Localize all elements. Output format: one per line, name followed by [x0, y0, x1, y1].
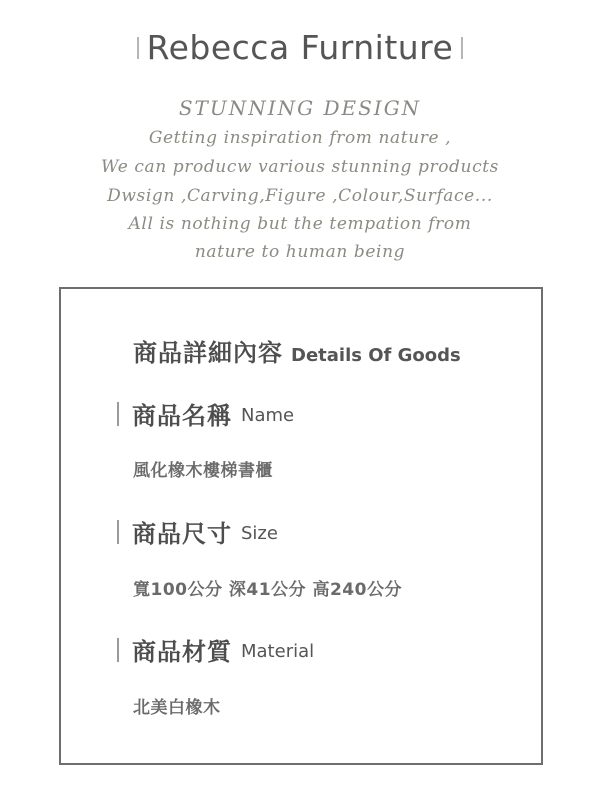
details-title-zh: 商品詳細內容 — [133, 339, 283, 367]
section-size-heading — [117, 514, 278, 549]
section-material-heading — [117, 632, 314, 667]
section-label-zh: 商品名稱 — [132, 402, 232, 430]
intro-heading: STUNNING DESIGN — [178, 96, 422, 120]
section-label-zh: 商品材質 — [132, 638, 232, 666]
section-label-en: Material — [241, 641, 315, 662]
section-name-heading — [117, 396, 294, 431]
brand-header — [0, 28, 600, 67]
intro-line: All is nothing but the tempation from — [128, 214, 472, 234]
section-divider — [117, 402, 119, 426]
product-material-value: 北美白橡木 — [133, 698, 221, 718]
intro-line: We can producw various stunning products — [101, 157, 499, 177]
intro-line: nature to human being — [194, 242, 406, 262]
brand-name: Rebecca Furniture — [146, 28, 454, 67]
brand-right-divider — [461, 37, 463, 59]
details-title — [133, 333, 461, 368]
section-label-en: Name — [241, 405, 295, 426]
details-title-en: Details Of Goods — [291, 345, 461, 366]
section-label-en: Size — [241, 523, 278, 544]
brand-logo — [137, 28, 464, 67]
intro-line: Getting inspiration from nature , — [148, 128, 452, 148]
product-size-value: 寬100公分 深41公分 高240公分 — [133, 580, 402, 600]
intro-line: Dwsign ,Carving,Figure ,Colour,Surface... — [107, 186, 493, 206]
product-name-value: 風化橡木樓梯書櫃 — [133, 461, 273, 481]
brand-left-divider — [137, 37, 139, 59]
section-label-zh: 商品尺寸 — [132, 520, 232, 548]
section-divider — [117, 520, 119, 544]
section-divider — [117, 638, 119, 662]
